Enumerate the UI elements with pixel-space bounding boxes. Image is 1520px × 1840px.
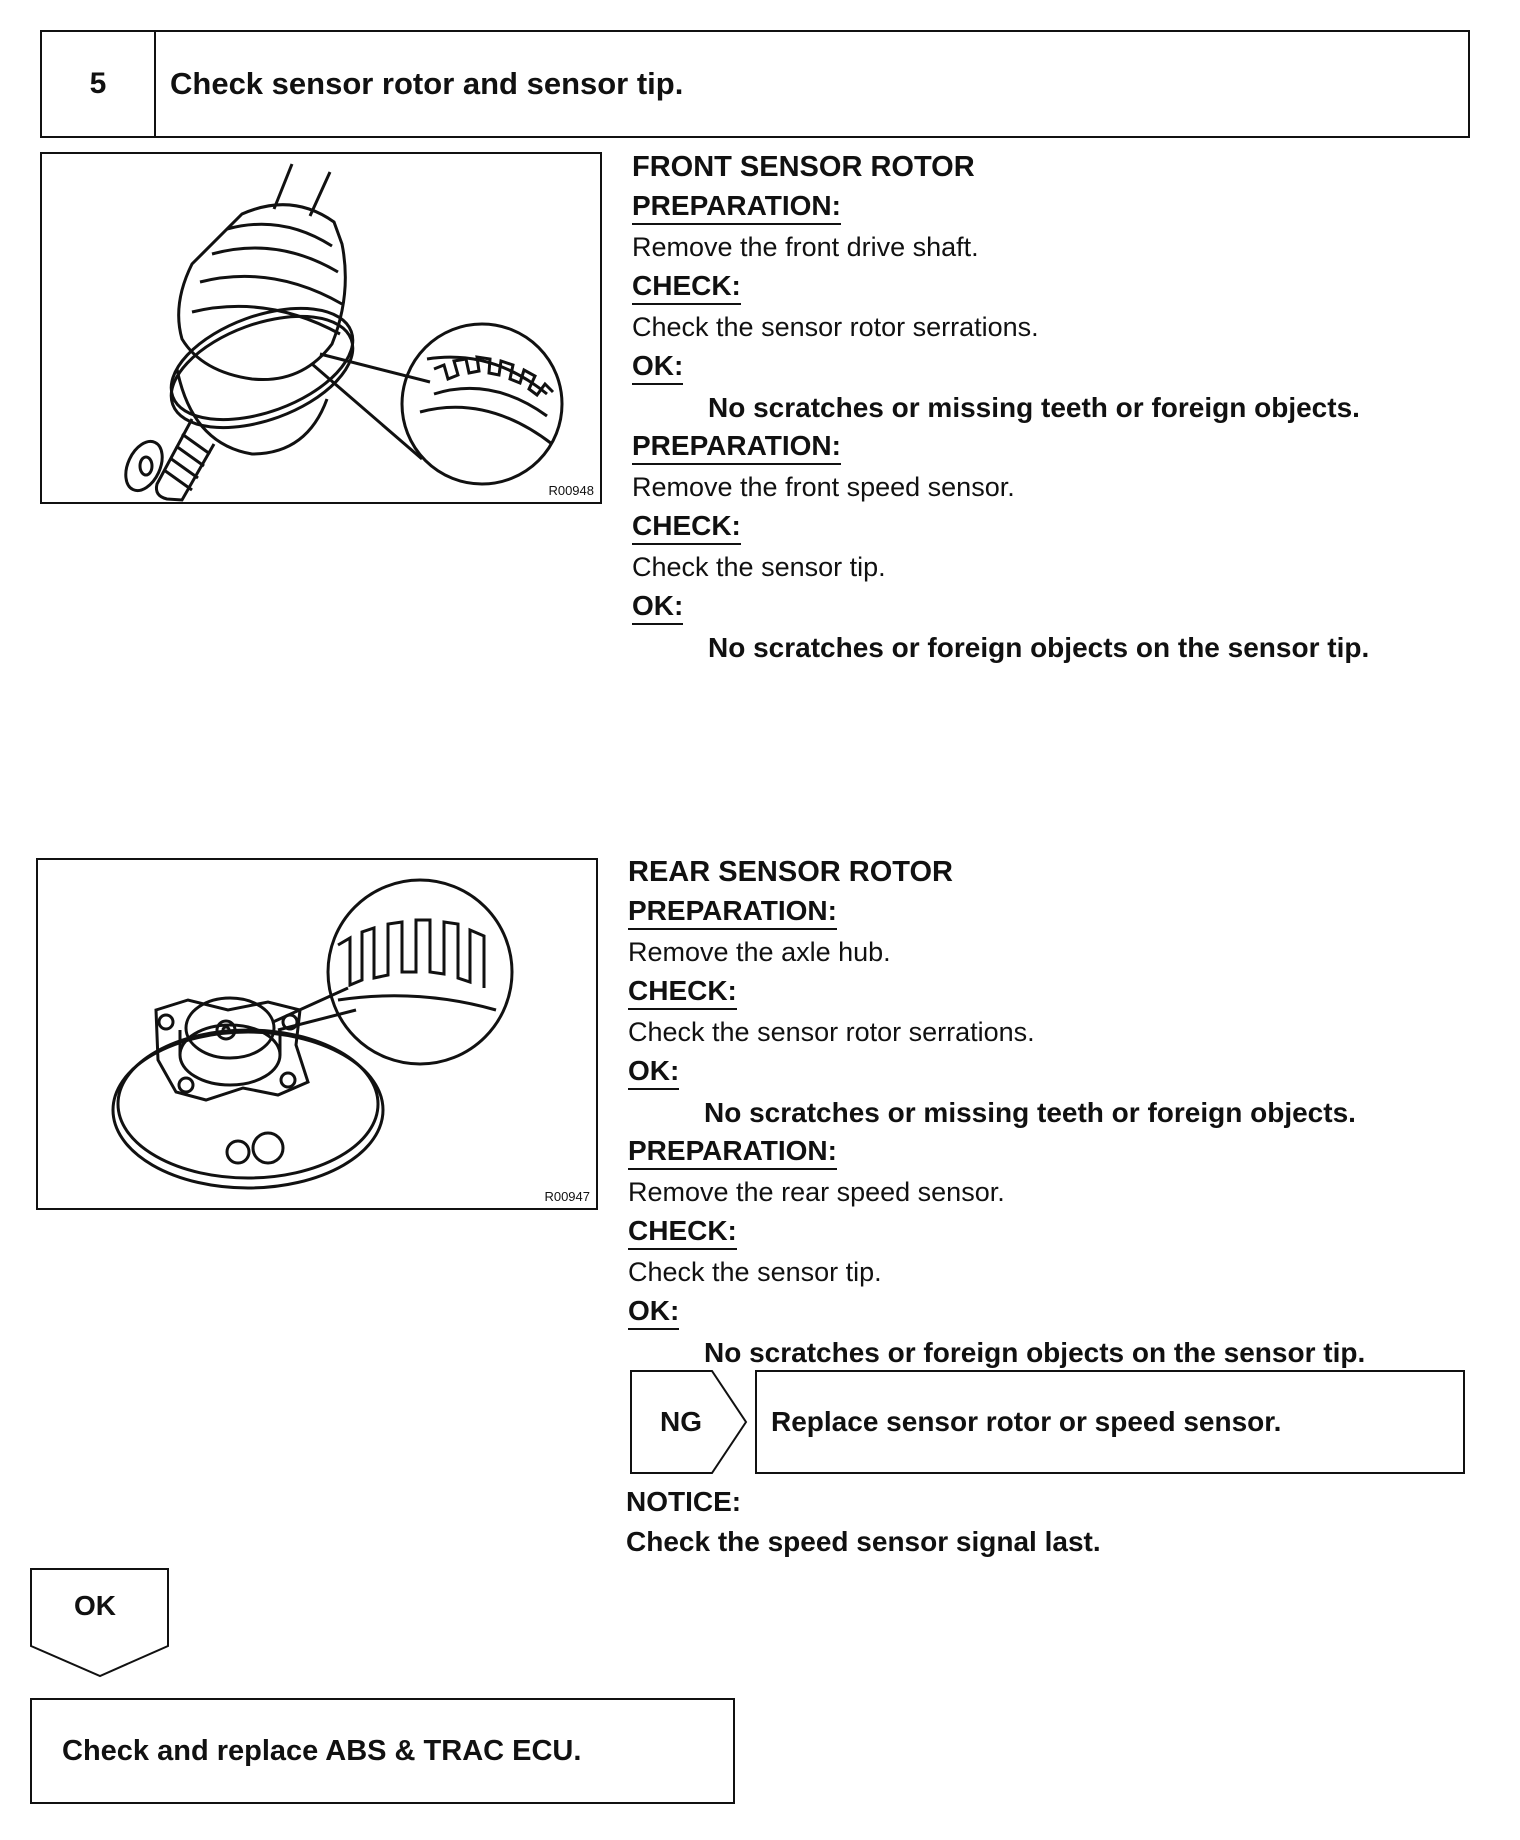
rear-sensor-rotor-figure [36, 858, 598, 1210]
check-text: Check the sensor rotor serrations. [628, 1017, 1035, 1047]
axle-hub-illustration [38, 860, 596, 1208]
ok-label: OK: [628, 1054, 679, 1090]
figure-code: R00948 [548, 483, 594, 498]
rear-sensor-rotor-section [628, 853, 1488, 1372]
preparation-label: PREPARATION: [628, 1134, 837, 1170]
ok-label: OK: [632, 589, 683, 625]
preparation-text: Remove the front drive shaft. [632, 232, 979, 262]
ok-label: OK: [628, 1294, 679, 1330]
check-label: CHECK: [632, 269, 741, 305]
preparation-text: Remove the axle hub. [628, 937, 891, 967]
preparation-text: Remove the front speed sensor. [632, 472, 1015, 502]
ok-branch-label: OK [74, 1590, 116, 1621]
check-text: Check the sensor tip. [628, 1257, 882, 1287]
ng-action-box [755, 1370, 1465, 1474]
preparation-label: PREPARATION: [632, 429, 841, 465]
preparation-label: PREPARATION: [628, 894, 837, 930]
ok-text: No scratches or foreign objects on the sensor tip. [708, 632, 1370, 663]
check-label: CHECK: [628, 974, 737, 1010]
ng-label: NG [660, 1406, 702, 1437]
section-heading: REAR SENSOR ROTOR [628, 856, 953, 888]
ng-action-text: Replace sensor rotor or speed sensor. [771, 1406, 1282, 1437]
front-sensor-rotor-section [632, 148, 1492, 667]
figure-code: R00947 [544, 1189, 590, 1204]
front-sensor-rotor-figure [40, 152, 602, 504]
section-heading: FRONT SENSOR ROTOR [632, 151, 975, 183]
check-label: CHECK: [628, 1214, 737, 1250]
step-title: Check sensor rotor and sensor tip. [170, 66, 684, 101]
notice-label: NOTICE: [626, 1486, 742, 1517]
preparation-text: Remove the rear speed sensor. [628, 1177, 1005, 1207]
ok-tag [30, 1568, 170, 1678]
notice [626, 1482, 1101, 1562]
check-text: Check the sensor tip. [632, 552, 886, 582]
ok-arrow-shape [30, 1568, 170, 1678]
ok-action-box [30, 1698, 735, 1804]
check-label: CHECK: [632, 509, 741, 545]
check-text: Check the sensor rotor serrations. [632, 312, 1039, 342]
preparation-label: PREPARATION: [632, 189, 841, 225]
ok-label: OK: [632, 349, 683, 385]
drive-shaft-illustration [42, 154, 600, 502]
notice-text: Check the speed sensor signal last. [626, 1526, 1101, 1557]
ok-action-text: Check and replace ABS & TRAC ECU. [62, 1734, 582, 1767]
ok-text: No scratches or foreign objects on the sensor tip. [704, 1337, 1366, 1368]
step-header [40, 30, 1470, 138]
ng-tag [630, 1370, 748, 1474]
ok-text: No scratches or missing teeth or foreign objects. [708, 392, 1360, 423]
ok-text: No scratches or missing teeth or foreign objects. [704, 1097, 1356, 1128]
step-number: 5 [42, 32, 156, 136]
